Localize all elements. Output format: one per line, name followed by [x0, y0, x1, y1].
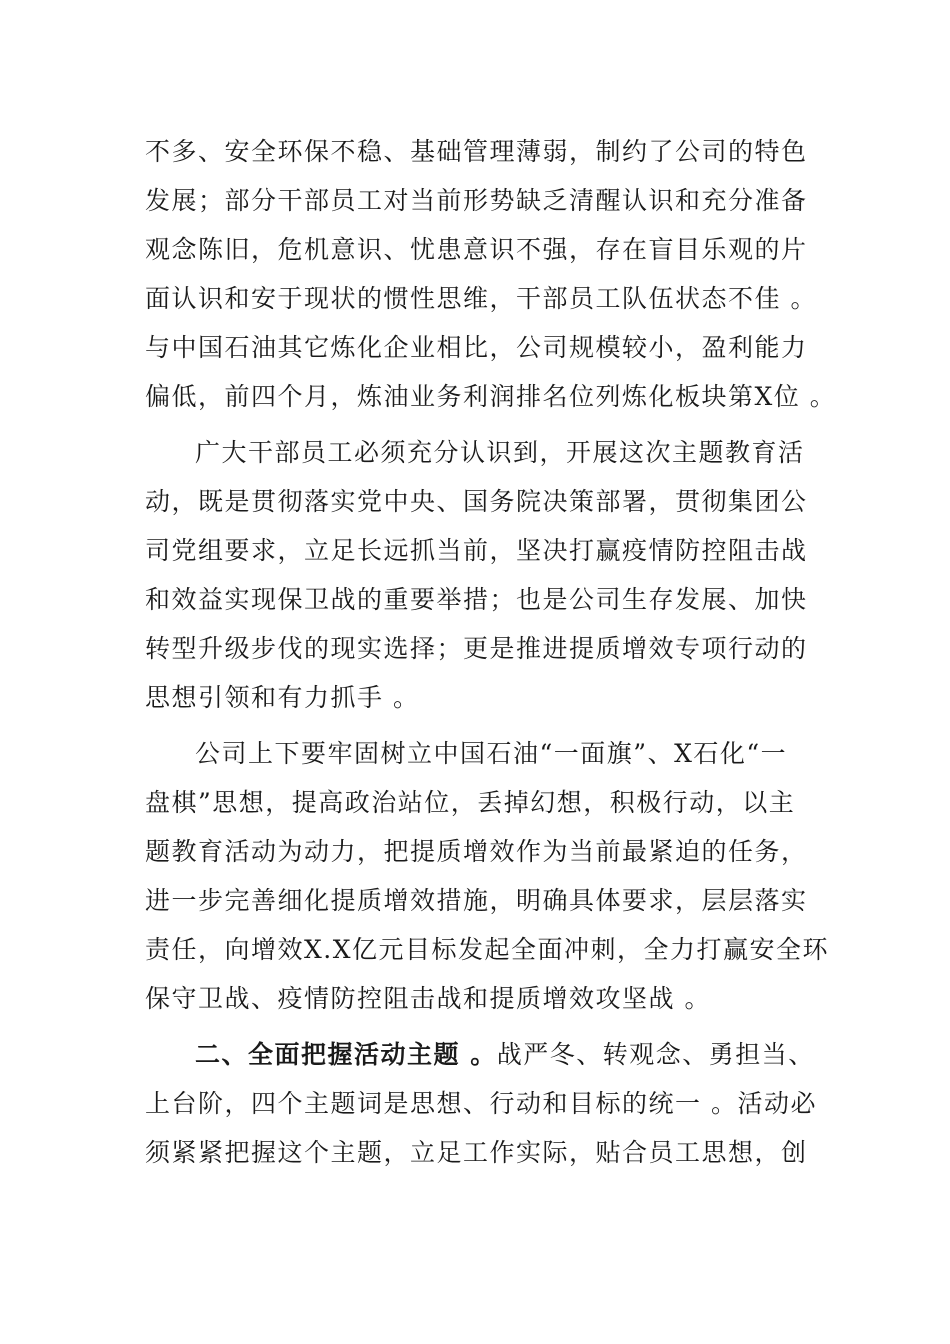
- text-line: 责任，向增效X.X亿元目标发起全面冲刺，全力打赢安全环: [145, 935, 830, 964]
- text-line: 面认识和安于现状的惯性思维，干部员工队伍状态不佳 。: [145, 284, 817, 313]
- text-line: 偏低，前四个月，炼油业务利润排名位列炼化板块第X位 。: [145, 382, 837, 411]
- text-line: 保守卫战、疫情防控阻击战和提质增效攻坚战 。: [145, 984, 711, 1013]
- text-line: 转型升级步伐的现实选择；更是推进提质增效专项行动的: [145, 634, 808, 663]
- text-line: 盘棋”思想，提高政治站位，丢掉幻想，积极行动，以主: [145, 788, 796, 817]
- paragraph-start-line: 公司上下要牢固树立中国石油“一面旗”、X石化“一: [195, 739, 788, 768]
- paragraph-start-line: 广大干部员工必须充分认识到，开展这次主题教育活: [195, 438, 805, 467]
- text-line: 司党组要求，立足长远抓当前，坚决打赢疫情防控阻击战: [145, 536, 808, 565]
- section-heading: 二、全面把握活动主题 。: [195, 1040, 497, 1069]
- text-line: 须紧紧把握这个主题，立足工作实际，贴合员工思想，创: [145, 1138, 808, 1167]
- text-line: 动，既是贯彻落实党中央、国务院决策部署，贯彻集团公: [145, 487, 808, 516]
- text-line: 思想引领和有力抓手 。: [145, 683, 420, 712]
- text-line: 进一步完善细化提质增效措施，明确具体要求，层层落实: [145, 886, 808, 915]
- section-heading-line: [145, 1035, 815, 1075]
- text-line: 不多、安全环保不稳、基础管理薄弱，制约了公司的特色: [145, 137, 808, 166]
- text-line: 题教育活动为动力，把提质增效作为当前最紧迫的任务，: [145, 837, 808, 866]
- text-line: 和效益实现保卫战的重要举措；也是公司生存发展、加快: [145, 585, 808, 614]
- text-line: 观念陈旧，危机意识、忧患意识不强，存在盲目乐观的片: [145, 235, 808, 264]
- heading-followup-text: 战严冬、转观念、勇担当、: [496, 1040, 815, 1069]
- text-line: 与中国石油其它炼化企业相比，公司规模较小，盈利能力: [145, 333, 808, 362]
- text-line: 发展；部分干部员工对当前形势缺乏清醒认识和充分准备: [145, 186, 808, 215]
- text-line: 上台阶，四个主题词是思想、行动和目标的统一 。活动必: [145, 1089, 817, 1118]
